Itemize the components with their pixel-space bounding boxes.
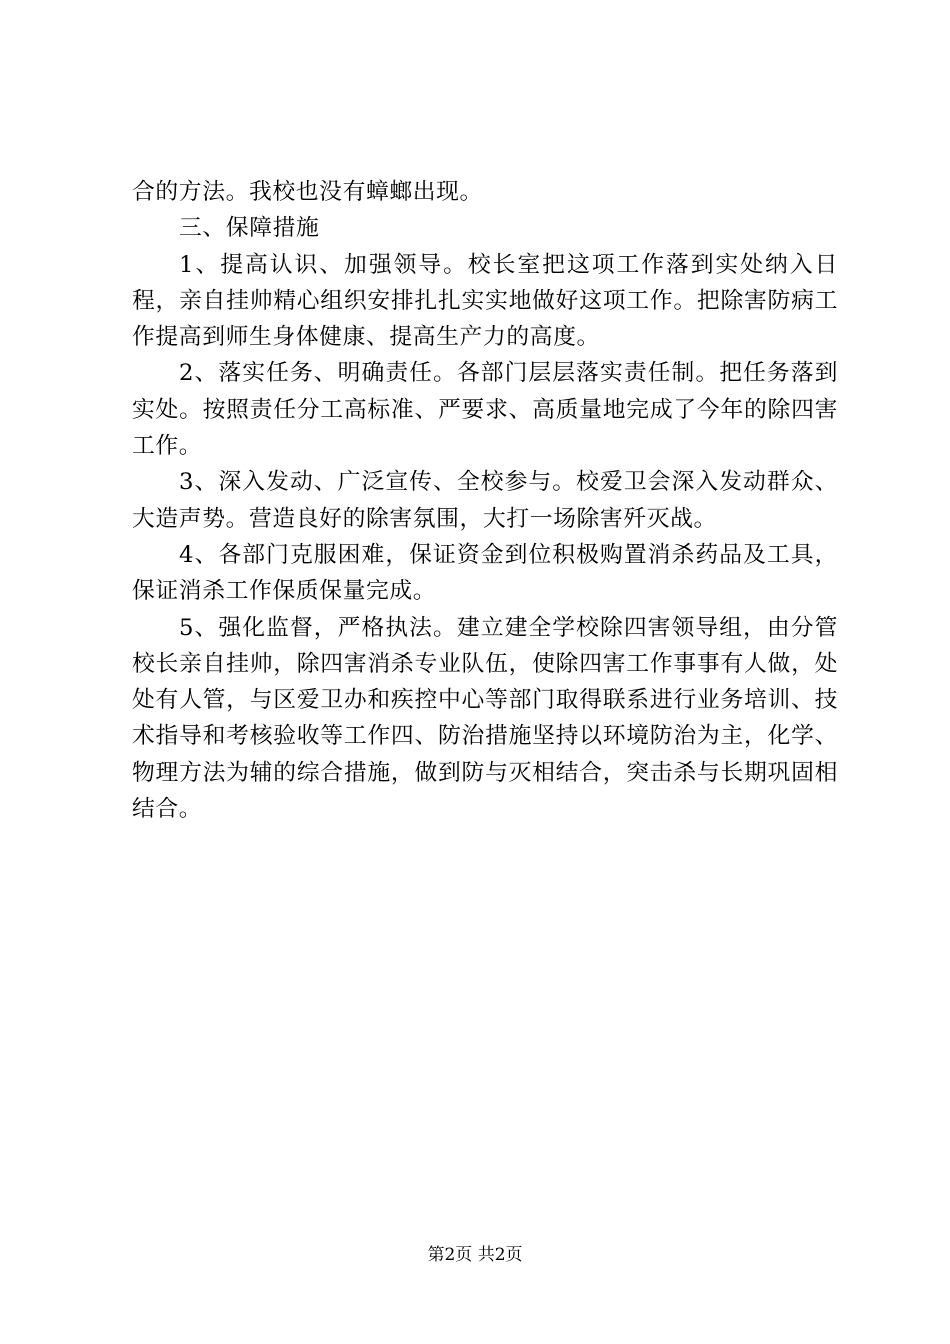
paragraph-measure-2: 2、落实任务、明确责任。各部门层层落实责任制。把任务落到实处。按照责任分工高标准、严要求、高质量地完成了今年的除四害工作。 — [132, 360, 838, 460]
section-heading: 三、保障措施 — [179, 215, 320, 242]
paragraph-measure-3: 3、深入发动、广泛宣传、全校参与。校爱卫会深入发动群众、大造声势。营造良好的除害氛围，大打一场除害歼灭战。 — [132, 469, 838, 532]
paragraph-measure-1: 1、提高认识、加强领导。校长室把这项工作落到实处纳入日程，亲自挂帅精心组织安排扎扎实实地做好这项工作。把除害防病工作提高到师生身体健康、提高生产力的高度。 — [132, 251, 838, 351]
paragraph-measure-5: 5、强化监督，严格执法。建立建全学校除四害领导组，由分管校长亲自挂帅，除四害消杀专业队伍，使除四害工作事事有人做，处处有人管，与区爱卫办和疾控中心等部门取得联系进行业务培训、技术指导和考核验收等工作四、防治措施坚持以环境防治为主，化学、物理方法为辅的综合措施，做到防与灭相结合，突击杀与长期巩固相结合。 — [132, 614, 838, 823]
paragraph-continuation: 合的方法。我校也没有蟑螂出现。 — [132, 179, 483, 205]
paragraph-measure-4: 4、各部门克服困难，保证资金到位积极购置消杀药品及工具，保证消杀工作保质保量完成。 — [132, 541, 838, 605]
document-body — [132, 174, 838, 827]
page-number: 第2页 共2页 — [427, 1245, 523, 1265]
page-footer — [0, 1244, 950, 1266]
